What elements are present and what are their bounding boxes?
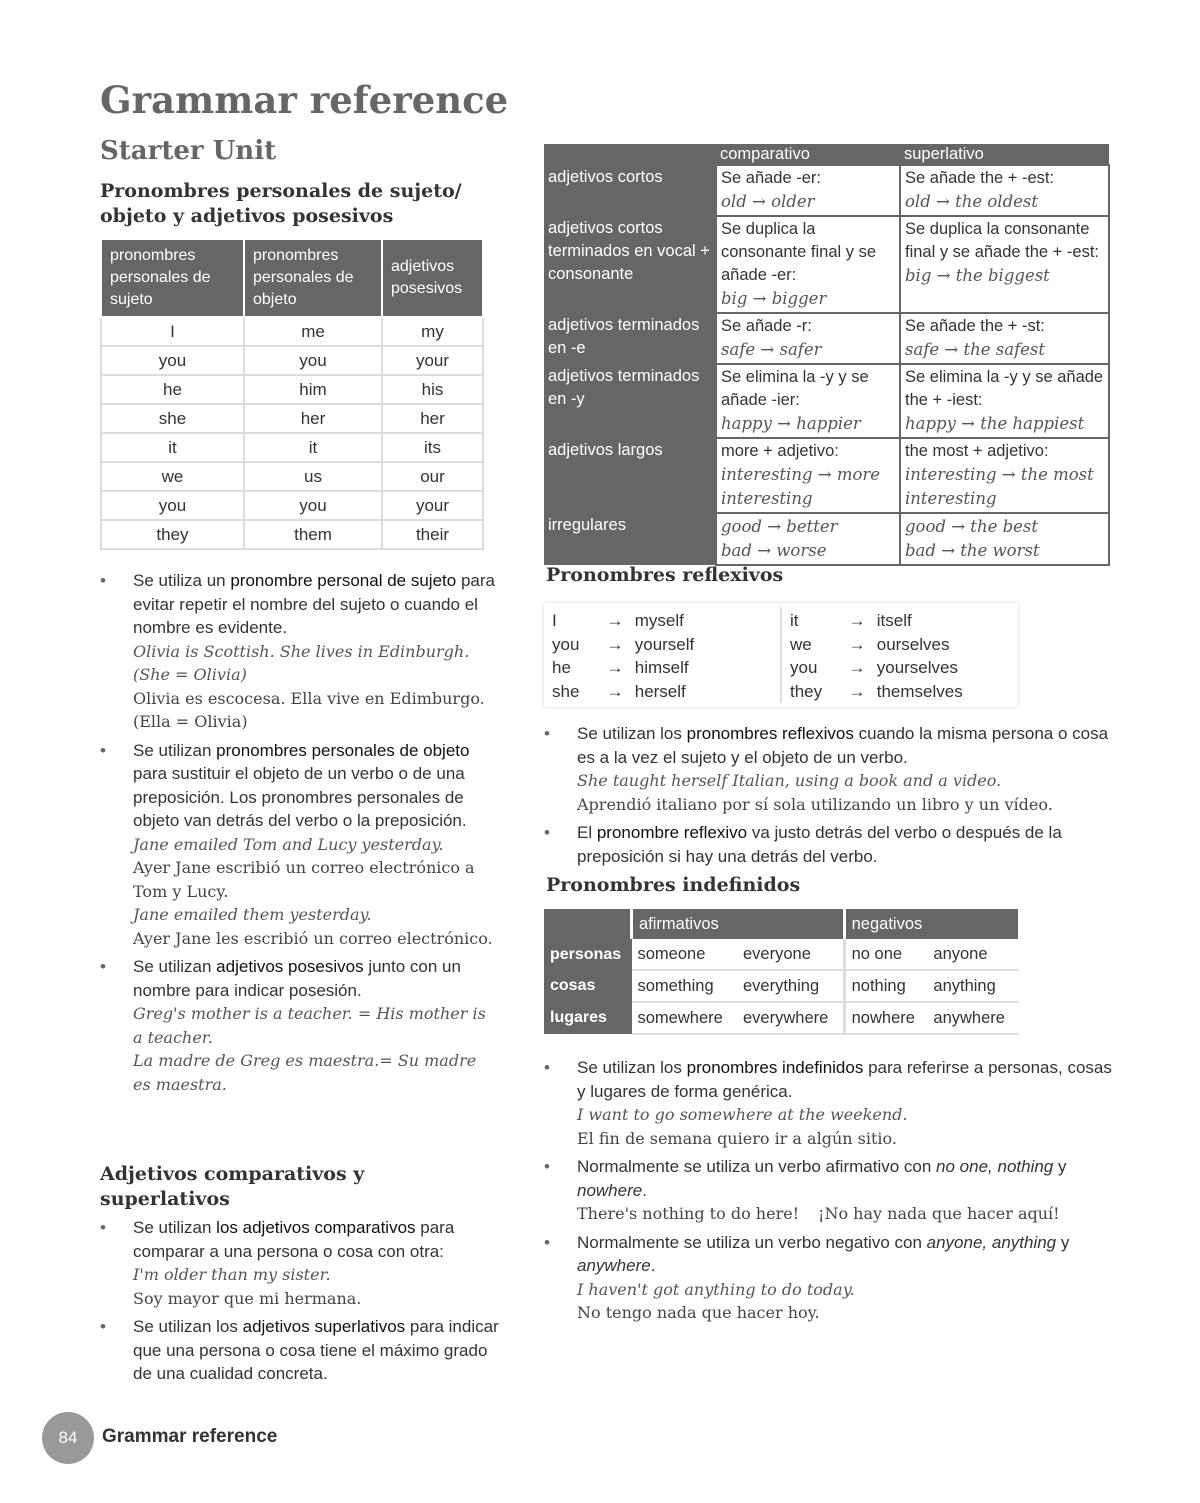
example-es: La madre de Greg es maestra.= Su madre es maestra. xyxy=(133,1051,477,1094)
cell: everywhere xyxy=(737,1002,844,1034)
cell: I xyxy=(101,317,244,346)
corner-cell xyxy=(544,144,716,165)
table-row xyxy=(101,404,483,433)
table-row xyxy=(101,491,483,520)
cell: your xyxy=(382,346,483,375)
subject: we xyxy=(790,634,812,654)
text: . xyxy=(642,1180,647,1200)
example: safe → the safest xyxy=(905,340,1046,359)
example: big → the biggest xyxy=(905,266,1050,285)
cell: her xyxy=(244,404,382,433)
section-title-indefinite: Pronombres indefinidos xyxy=(546,874,801,896)
table-row xyxy=(544,970,1018,1002)
cell xyxy=(900,165,1109,216)
header-affirmative: afirmativos xyxy=(632,909,845,939)
unit-title: Starter Unit xyxy=(100,136,277,166)
table-row xyxy=(101,433,483,462)
page-number: 84 xyxy=(42,1412,94,1464)
example-es: Ayer Jane les escribió un correo electrónico. xyxy=(133,928,493,948)
text: y xyxy=(1056,1232,1070,1252)
pronoun-table xyxy=(100,238,484,550)
rule: Se añade the + -st: xyxy=(905,317,1045,335)
text: Normalmente se utiliza un verbo negativo con xyxy=(577,1232,927,1252)
arrow-icon: → xyxy=(606,681,624,701)
text: Se utilizan los xyxy=(577,724,687,743)
reflexive-row xyxy=(552,633,694,657)
bullet-item xyxy=(544,1056,1114,1150)
cell: me xyxy=(244,317,382,346)
keyword: pronombres personales de objeto xyxy=(216,740,470,760)
example-en: There's nothing to do here! xyxy=(577,1204,800,1223)
header-comparative: comparativo xyxy=(716,144,900,165)
reflexive-right xyxy=(790,609,963,703)
indefinite-table xyxy=(544,909,1018,1035)
reflexive-left xyxy=(552,609,694,703)
text: para indicar que una persona o cosa tiene el máximo grado de una cualidad concreta. xyxy=(133,1317,499,1383)
footer-label: Grammar reference xyxy=(102,1426,278,1447)
example-es: Olivia es escocesa. Ella vive en Edimburgo. (Ella = Olivia) xyxy=(133,688,485,731)
cell: nothing xyxy=(844,970,927,1002)
header-object: pronombres personales de objeto xyxy=(244,239,382,317)
bullet-item xyxy=(544,1231,1114,1325)
cell: it xyxy=(101,433,244,462)
cell: everyone xyxy=(737,939,844,970)
example-es: El fin de semana quiero ir a algún sitio. xyxy=(577,1128,897,1148)
cell xyxy=(900,216,1109,313)
bullet-item xyxy=(544,821,1114,868)
row-label: adjetivos cortos xyxy=(544,165,716,216)
section-title-pronouns: Pronombres personales de sujeto/ objeto y adjetivos posesivos xyxy=(100,180,462,227)
rule: Se añade the + -est: xyxy=(905,169,1055,187)
cell xyxy=(716,364,900,438)
reflexive-box xyxy=(544,603,1018,707)
example-es: Soy mayor que mi hermana. xyxy=(133,1288,362,1308)
cell: someone xyxy=(632,939,738,970)
rule: Se duplica la consonante final y se añade -er: xyxy=(721,220,877,284)
rule: the most + adjetivo: xyxy=(905,442,1049,460)
bullet-item xyxy=(100,569,495,734)
cell xyxy=(716,513,900,565)
table-row xyxy=(544,165,1109,216)
text: Se utilizan los xyxy=(133,1317,243,1336)
table-row xyxy=(101,520,483,549)
rule: Se elimina la -y y se añade -ier: xyxy=(721,368,869,409)
row-label: cosas xyxy=(544,970,632,1002)
subject: I xyxy=(552,611,557,630)
table-row xyxy=(544,1002,1018,1034)
arrow-icon: → xyxy=(848,658,866,677)
keyword: no one, nothing xyxy=(936,1157,1054,1176)
row-label: adjetivos terminados en -y xyxy=(544,364,716,438)
subject: you xyxy=(552,634,580,654)
comparative-bullets xyxy=(100,1216,505,1391)
cell: you xyxy=(244,491,382,520)
text: junto con un nombre para indicar posesión. xyxy=(133,957,461,1000)
cell: somewhere xyxy=(632,1002,738,1034)
keyword: pronombre reflexivo xyxy=(596,823,748,842)
header-subject: pronombres personales de sujeto xyxy=(101,239,244,317)
cell: it xyxy=(244,433,382,462)
bullet-item xyxy=(100,739,495,951)
example: bad → worse xyxy=(721,541,827,560)
cell xyxy=(716,438,900,513)
reflexive-row xyxy=(552,680,694,704)
example: bad → the worst xyxy=(905,541,1040,560)
text: . xyxy=(650,1256,656,1275)
cell xyxy=(716,216,900,313)
text: Se utilizan xyxy=(133,1218,217,1237)
keyword: los adjetivos comparativos xyxy=(216,1218,416,1237)
corner-cell xyxy=(544,909,632,939)
rule: Se duplica la consonante final y se añade the + -est: xyxy=(905,220,1099,261)
example: old → older xyxy=(721,192,815,211)
table-row xyxy=(101,317,483,346)
example-en: I haven't got anything to do today. xyxy=(577,1279,855,1299)
row-label: adjetivos cortos terminados en vocal + consonante xyxy=(544,216,716,313)
subject: he xyxy=(552,658,571,677)
header-negative: negativos xyxy=(844,909,1018,939)
cell: you xyxy=(101,346,244,375)
row-label: personas xyxy=(544,939,632,970)
header-possessive: adjetivos posesivos xyxy=(382,239,483,317)
keyword: pronombres reflexivos xyxy=(686,724,854,743)
row-label: adjetivos largos xyxy=(544,438,716,513)
cell xyxy=(900,313,1109,364)
comparative-table xyxy=(544,144,1110,566)
arrow-icon: → xyxy=(606,611,624,630)
reflexive: herself xyxy=(634,681,686,701)
arrow-icon: → xyxy=(848,634,866,654)
keyword: pronombres indefinidos xyxy=(686,1058,864,1077)
reflexive-row xyxy=(790,656,963,680)
cell: us xyxy=(244,462,382,491)
example-en: Jane emailed them yesterday. xyxy=(133,905,372,924)
example: good → better xyxy=(721,517,838,536)
cell: her xyxy=(382,404,483,433)
subject: she xyxy=(552,681,580,701)
page-title: Grammar reference xyxy=(100,78,509,122)
example-en: She taught herself Italian, using a book and a video. xyxy=(577,771,1002,790)
cell: anyone xyxy=(927,939,1018,970)
cell: its xyxy=(382,433,483,462)
example: good → the best xyxy=(905,517,1038,536)
cell: nowhere xyxy=(844,1002,927,1034)
example: happy → happier xyxy=(721,414,861,433)
reflexive: yourself xyxy=(634,634,695,654)
cell: they xyxy=(101,520,244,549)
cell xyxy=(716,165,900,216)
text: Normalmente se utiliza un verbo afirmativo con xyxy=(577,1157,937,1176)
subject: you xyxy=(790,658,818,677)
example-en: I'm older than my sister. xyxy=(133,1265,331,1284)
cell: him xyxy=(244,375,382,404)
reflexive-row xyxy=(552,656,694,680)
text: y xyxy=(1053,1157,1067,1176)
row-label: irregulares xyxy=(544,513,716,565)
example-es: No tengo nada que hacer hoy. xyxy=(577,1303,820,1322)
text: El xyxy=(577,823,597,842)
cell: you xyxy=(101,491,244,520)
table-row xyxy=(101,462,483,491)
keyword: adjetivos superlativos xyxy=(242,1317,406,1336)
cell: your xyxy=(382,491,483,520)
bullet-item xyxy=(100,1315,505,1386)
reflexive: itself xyxy=(876,611,912,630)
text: va justo detrás del verbo o después de la preposición si hay una detrás del verbo. xyxy=(577,823,1062,866)
rule: more + adjetivo: xyxy=(721,442,839,460)
text: para comparar a una persona o cosa con otra: xyxy=(133,1218,455,1261)
cell: his xyxy=(382,375,483,404)
example: old → the oldest xyxy=(905,192,1038,211)
cell: something xyxy=(632,970,738,1002)
reflexive: yourselves xyxy=(876,658,958,677)
table-row xyxy=(544,513,1109,565)
reflexive: ourselves xyxy=(876,634,950,654)
keyword: pronombre personal de sujeto xyxy=(230,571,457,590)
example-es: Aprendió italiano por sí sola utilizando un libro y un vídeo. xyxy=(577,794,1053,814)
cell xyxy=(900,364,1109,438)
section-title-reflexive: Pronombres reflexivos xyxy=(546,564,784,586)
table-row xyxy=(544,216,1109,313)
text: Se utilizan xyxy=(133,957,217,976)
rule: Se añade -r: xyxy=(721,317,812,335)
example-en: Greg's mother is a teacher. = His mother is a teacher. xyxy=(133,1004,486,1047)
cell xyxy=(716,313,900,364)
cell: you xyxy=(244,346,382,375)
bullet-item xyxy=(544,1155,1114,1226)
cell: their xyxy=(382,520,483,549)
keyword: anywhere xyxy=(577,1256,651,1275)
divider xyxy=(780,607,782,703)
table-row xyxy=(101,346,483,375)
row-label: lugares xyxy=(544,1002,632,1034)
cell: we xyxy=(101,462,244,491)
table-row xyxy=(101,375,483,404)
subject: it xyxy=(790,611,799,630)
cell: anything xyxy=(927,970,1018,1002)
reflexive: himself xyxy=(634,658,689,677)
keyword: anyone, anything xyxy=(926,1232,1057,1252)
reflexive-row xyxy=(552,609,694,633)
section-title-comparatives: Adjetivos comparativos y superlativos xyxy=(100,1163,365,1210)
arrow-icon: → xyxy=(848,681,866,701)
header-superlative: superlativo xyxy=(900,144,1109,165)
example: big → bigger xyxy=(721,289,827,308)
row-label: adjetivos terminados en -e xyxy=(544,313,716,364)
reflexive: myself xyxy=(634,611,684,630)
example: interesting → more interesting xyxy=(721,465,881,508)
rule: Se elimina la -y y se añade the + -iest: xyxy=(905,368,1104,409)
cell: my xyxy=(382,317,483,346)
example: happy → the happiest xyxy=(905,414,1085,433)
cell xyxy=(900,513,1109,565)
cell: he xyxy=(101,375,244,404)
example-es: ¡No hay nada que hacer aquí! xyxy=(818,1204,1060,1223)
reflexive-row xyxy=(790,680,963,704)
cell: them xyxy=(244,520,382,549)
arrow-icon: → xyxy=(606,658,624,677)
cell: no one xyxy=(844,939,927,970)
reflexive: themselves xyxy=(876,681,963,701)
subject: they xyxy=(790,681,823,701)
cell xyxy=(900,438,1109,513)
example-en: I want to go somewhere at the weekend. xyxy=(577,1105,908,1124)
example: interesting → the most interesting xyxy=(905,465,1094,508)
bullet-item xyxy=(100,955,495,1096)
example: safe → safer xyxy=(721,340,822,359)
arrow-icon: → xyxy=(606,634,624,654)
reflexive-row xyxy=(790,609,963,633)
text: Se utilizan los xyxy=(577,1058,687,1077)
table-row xyxy=(544,313,1109,364)
bullet-item xyxy=(544,722,1114,816)
cell: everything xyxy=(737,970,844,1002)
text: Se utiliza un xyxy=(133,571,231,590)
bullet-item xyxy=(100,1216,505,1310)
text: para referirse a personas, cosas y lugares de forma genérica. xyxy=(577,1058,1112,1101)
arrow-icon: → xyxy=(848,611,866,630)
cell: our xyxy=(382,462,483,491)
indefinite-bullets xyxy=(544,1056,1114,1330)
example-en: Olivia is Scottish. She lives in Edinburgh. (She = Olivia) xyxy=(133,641,470,684)
text: cuando la misma persona o cosa es a la vez el sujeto y el objeto de un verbo. xyxy=(577,724,1109,767)
text: para sustituir el objeto de un verbo o de una preposición. Los pronombres personales de objeto van detrás del verbo o la preposición. xyxy=(133,764,467,830)
keyword: adjetivos posesivos xyxy=(216,957,364,976)
text: para evitar repetir el nombre del sujeto o cuando el nombre es evidente. xyxy=(133,571,495,637)
reflexive-row xyxy=(790,633,963,657)
cell: she xyxy=(101,404,244,433)
text: Se utilizan xyxy=(133,740,217,760)
example-en: Jane emailed Tom and Lucy yesterday. xyxy=(133,834,444,854)
cell: anywhere xyxy=(927,1002,1018,1034)
example-es: Ayer Jane escribió un correo electrónico a Tom y Lucy. xyxy=(133,858,475,901)
rule: Se añade -er: xyxy=(721,169,821,187)
keyword: nowhere xyxy=(577,1180,643,1200)
table-row xyxy=(544,364,1109,438)
pronoun-bullets xyxy=(100,569,495,1101)
table-row xyxy=(544,438,1109,513)
reflexive-bullets xyxy=(544,722,1114,873)
table-row xyxy=(544,939,1018,970)
